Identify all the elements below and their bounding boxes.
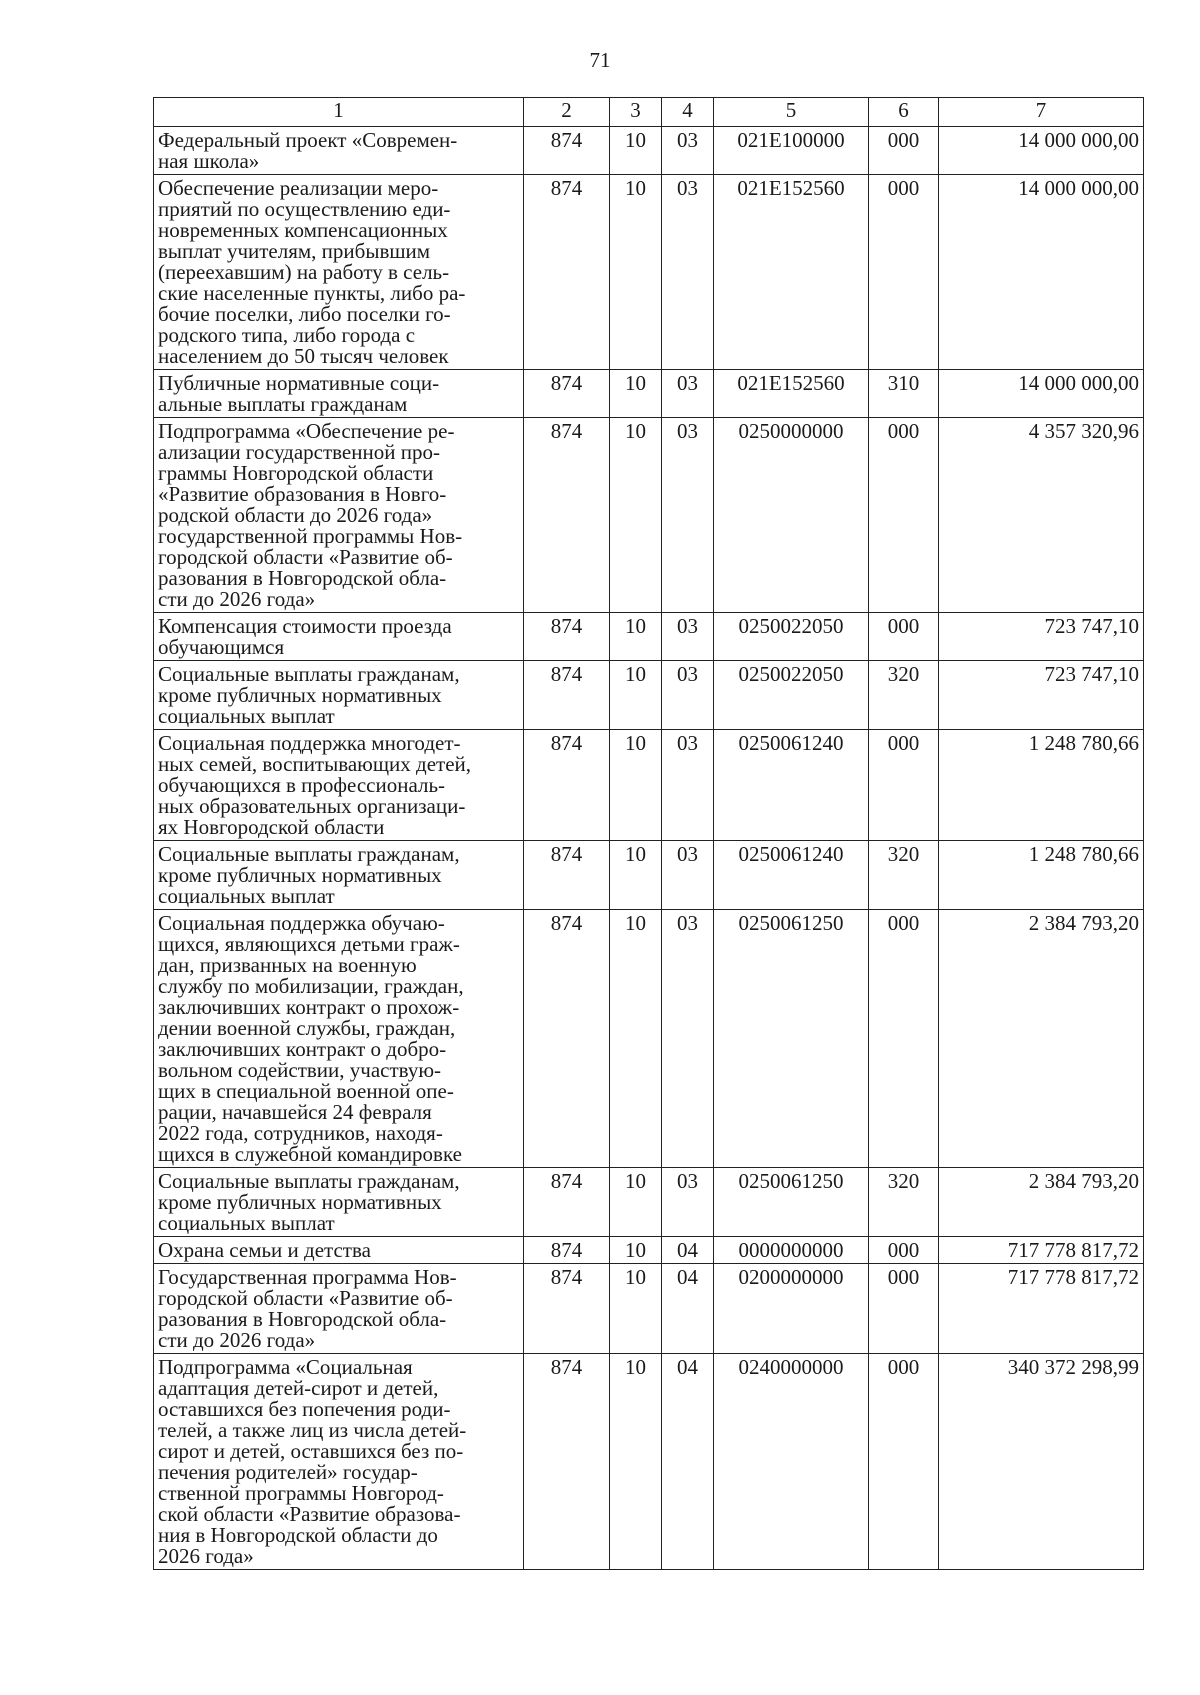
row-name: Государственная программа Нов- городской области «Развитие об- разования в Новгородской обла- сти до 2026 года» xyxy=(154,1264,524,1354)
column-header-4: 4 xyxy=(662,98,714,127)
table-header-row xyxy=(154,98,1144,127)
column-header-5: 5 xyxy=(714,98,869,127)
row-col-2: 874 xyxy=(524,370,610,418)
row-col-4: 04 xyxy=(662,1354,714,1570)
row-col-3: 10 xyxy=(610,1264,662,1354)
row-name: Социальная поддержка обучаю- щихся, являющихся детьми граж- дан, призванных на военную службу по мобилизации, граждан, заключивших контракт о прохож- дении военной службы, граждан, заключивших контракт о добро- вольном содействии, участвую- щих в специальной военной опе- рации, начавшейся 24 февраля 2022 года, сотрудников, находя- щихся в служебной командировке xyxy=(154,910,524,1168)
row-name: Социальные выплаты гражданам, кроме публичных нормативных социальных выплат xyxy=(154,661,524,730)
row-name: Социальная поддержка многодет- ных семей, воспитывающих детей, обучающихся в профессиональ- ных образовательных организаци- ях Новгородской области xyxy=(154,730,524,841)
row-col-2: 874 xyxy=(524,613,610,661)
row-col-4: 03 xyxy=(662,175,714,370)
row-col-4: 03 xyxy=(662,661,714,730)
table-row xyxy=(154,370,1144,418)
row-col-2: 874 xyxy=(524,661,610,730)
row-col-2: 874 xyxy=(524,127,610,175)
row-col-4: 03 xyxy=(662,370,714,418)
row-col-2: 874 xyxy=(524,1168,610,1237)
row-col-5: 0200000000 xyxy=(714,1264,869,1354)
row-col-3: 10 xyxy=(610,910,662,1168)
row-col-6: 000 xyxy=(869,1354,939,1570)
row-col-5: 0250061250 xyxy=(714,1168,869,1237)
row-col-4: 03 xyxy=(662,841,714,910)
row-col-5: 021E100000 xyxy=(714,127,869,175)
row-col-3: 10 xyxy=(610,127,662,175)
row-col-3: 10 xyxy=(610,613,662,661)
row-col-3: 10 xyxy=(610,418,662,613)
row-col-5: 0000000000 xyxy=(714,1237,869,1264)
row-col-6: 000 xyxy=(869,1237,939,1264)
row-col-2: 874 xyxy=(524,1264,610,1354)
row-col-5: 0250022050 xyxy=(714,613,869,661)
row-amount: 717 778 817,72 xyxy=(939,1237,1144,1264)
page-number: 71 xyxy=(589,48,611,72)
column-header-7: 7 xyxy=(939,98,1144,127)
column-header-2: 2 xyxy=(524,98,610,127)
table-row xyxy=(154,841,1144,910)
row-name: Компенсация стоимости проезда обучающимся xyxy=(154,613,524,661)
row-name: Публичные нормативные соци- альные выплаты гражданам xyxy=(154,370,524,418)
table-body xyxy=(154,127,1144,1570)
row-col-6: 320 xyxy=(869,1168,939,1237)
row-col-6: 000 xyxy=(869,175,939,370)
row-name: Социальные выплаты гражданам, кроме публичных нормативных социальных выплат xyxy=(154,1168,524,1237)
table-row xyxy=(154,613,1144,661)
table-row xyxy=(154,910,1144,1168)
row-col-3: 10 xyxy=(610,1237,662,1264)
row-amount: 2 384 793,20 xyxy=(939,1168,1144,1237)
column-header-3: 3 xyxy=(610,98,662,127)
row-name: Подпрограмма «Обеспечение ре- ализации государственной про- граммы Новгородской области «Развитие образования в Новго- родской области до 2026 года» государственной программы Нов- городской области «Развитие об- разования в Новгородской обла- сти до 2026 года» xyxy=(154,418,524,613)
row-amount: 717 778 817,72 xyxy=(939,1264,1144,1354)
table-row xyxy=(154,1168,1144,1237)
row-col-2: 874 xyxy=(524,910,610,1168)
row-col-4: 03 xyxy=(662,127,714,175)
row-amount: 14 000 000,00 xyxy=(939,175,1144,370)
row-name: Федеральный проект «Современ- ная школа» xyxy=(154,127,524,175)
row-col-3: 10 xyxy=(610,175,662,370)
row-col-3: 10 xyxy=(610,730,662,841)
table-row xyxy=(154,1264,1144,1354)
row-col-5: 0240000000 xyxy=(714,1354,869,1570)
column-header-6: 6 xyxy=(869,98,939,127)
table-row xyxy=(154,1354,1144,1570)
table-row xyxy=(154,418,1144,613)
row-col-4: 03 xyxy=(662,910,714,1168)
row-amount: 14 000 000,00 xyxy=(939,127,1144,175)
table-row xyxy=(154,730,1144,841)
row-amount: 723 747,10 xyxy=(939,613,1144,661)
row-amount: 14 000 000,00 xyxy=(939,370,1144,418)
row-col-2: 874 xyxy=(524,175,610,370)
row-col-6: 320 xyxy=(869,841,939,910)
row-col-5: 0250000000 xyxy=(714,418,869,613)
row-col-5: 021E152560 xyxy=(714,370,869,418)
row-name: Подпрограмма «Социальная адаптация детей-сирот и детей, оставшихся без попечения роди- телей, а также лиц из числа детей- сирот и детей, оставшихся без по- печения родителей» государ- ственной программы Новгород- ской области «Развитие образова- ния в Новгородской области до 2026 года» xyxy=(154,1354,524,1570)
row-col-6: 000 xyxy=(869,613,939,661)
row-amount: 2 384 793,20 xyxy=(939,910,1144,1168)
row-col-6: 000 xyxy=(869,910,939,1168)
row-col-5: 0250061240 xyxy=(714,841,869,910)
row-col-3: 10 xyxy=(610,1168,662,1237)
row-col-3: 10 xyxy=(610,370,662,418)
row-col-4: 04 xyxy=(662,1237,714,1264)
row-col-2: 874 xyxy=(524,418,610,613)
row-col-5: 021E152560 xyxy=(714,175,869,370)
row-col-5: 0250061250 xyxy=(714,910,869,1168)
table-row xyxy=(154,175,1144,370)
row-col-3: 10 xyxy=(610,841,662,910)
row-col-6: 000 xyxy=(869,1264,939,1354)
table-row xyxy=(154,127,1144,175)
row-name: Социальные выплаты гражданам, кроме публичных нормативных социальных выплат xyxy=(154,841,524,910)
row-name: Обеспечение реализации меро- приятий по осуществлению еди- новременных компенсационных выплат учителям, прибывшим (переехавшим) на работу в сель- ские населенные пункты, либо ра- бочие поселки, либо поселки го- родского типа, либо города с населением до 50 тысяч человек xyxy=(154,175,524,370)
row-amount: 340 372 298,99 xyxy=(939,1354,1144,1570)
column-header-1: 1 xyxy=(154,98,524,127)
row-col-6: 000 xyxy=(869,127,939,175)
row-col-2: 874 xyxy=(524,1237,610,1264)
row-col-4: 03 xyxy=(662,418,714,613)
row-col-2: 874 xyxy=(524,1354,610,1570)
row-col-4: 04 xyxy=(662,1264,714,1354)
row-col-4: 03 xyxy=(662,730,714,841)
row-col-2: 874 xyxy=(524,730,610,841)
row-col-2: 874 xyxy=(524,841,610,910)
table-row xyxy=(154,661,1144,730)
row-amount: 723 747,10 xyxy=(939,661,1144,730)
row-col-5: 0250022050 xyxy=(714,661,869,730)
row-amount: 1 248 780,66 xyxy=(939,730,1144,841)
row-col-6: 320 xyxy=(869,661,939,730)
row-amount: 1 248 780,66 xyxy=(939,841,1144,910)
row-col-4: 03 xyxy=(662,1168,714,1237)
row-col-3: 10 xyxy=(610,661,662,730)
row-amount: 4 357 320,96 xyxy=(939,418,1144,613)
row-col-3: 10 xyxy=(610,1354,662,1570)
row-col-5: 0250061240 xyxy=(714,730,869,841)
budget-table xyxy=(153,97,1144,1570)
row-col-6: 310 xyxy=(869,370,939,418)
row-col-4: 03 xyxy=(662,613,714,661)
row-col-6: 000 xyxy=(869,730,939,841)
row-col-6: 000 xyxy=(869,418,939,613)
table-row xyxy=(154,1237,1144,1264)
row-name: Охрана семьи и детства xyxy=(154,1237,524,1264)
